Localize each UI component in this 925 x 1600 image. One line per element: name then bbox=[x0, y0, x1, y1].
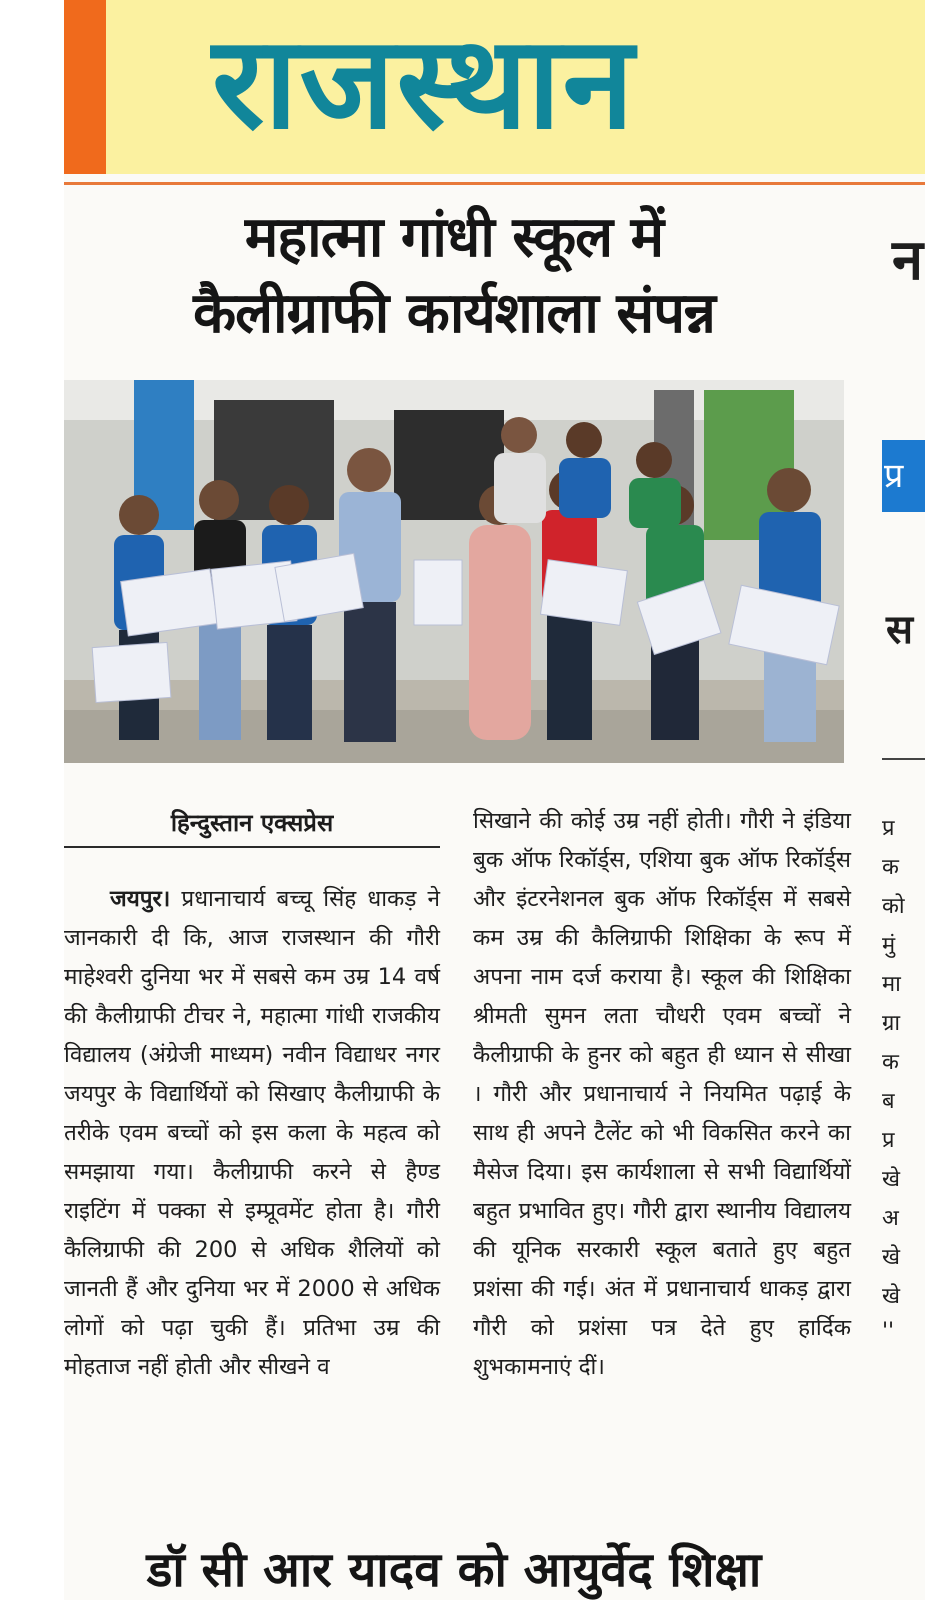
fragment-line-start: मुं bbox=[882, 933, 896, 958]
fragment-blue-box: प्र bbox=[882, 440, 925, 512]
headline-line-2: कैलीग्राफी कार्यशाला संपन्न bbox=[193, 281, 715, 346]
fragment-line-start: प्र bbox=[882, 1128, 895, 1153]
fragment-line-start: ग्रा bbox=[882, 1011, 901, 1036]
article-column-1 bbox=[64, 880, 440, 1387]
masthead-divider bbox=[64, 182, 925, 185]
fragment-line-start: '' bbox=[882, 1319, 895, 1344]
article-photo bbox=[64, 380, 844, 763]
fragment-line-start: खे bbox=[882, 1245, 900, 1270]
masthead-title: राजस्थान bbox=[212, 9, 636, 158]
adjacent-article-fragment bbox=[872, 180, 925, 1600]
fragment-line-start: खे bbox=[882, 1167, 900, 1192]
article-headline bbox=[64, 200, 844, 352]
article-dateline: जयपुर। bbox=[110, 886, 171, 912]
fragment-line-start: मा bbox=[882, 972, 901, 997]
fragment-top-glyph: न bbox=[892, 228, 924, 293]
fragment-divider bbox=[882, 758, 925, 760]
article-column-2 bbox=[473, 802, 851, 1387]
byline-divider bbox=[64, 846, 440, 848]
fragment-line-start: ब bbox=[882, 1089, 895, 1114]
column-2-text: सिखाने की कोई उम्र नहीं होती। गौरी ने इंडिया बुक ऑफ रिकॉर्ड्स, एशिया बुक ऑफ रिकॉर्ड्स और इंटरनेशनल बुक ऑफ रिकॉर्ड्स में सबसे कम उम्र की कैलिग्राफी शिक्षिका के रूप में अपना नाम दर्ज कराया है। स्कूल की शिक्षिका श्रीमती सुमन लता चौधरी एवम बच्चों ने कैलीग्राफी के हुनर को बहुत ही ध्यान से सीखा । गौरी और प्रधानाचार्य ने नियमित पढ़ाई के साथ ही अपने टैलेंट को भी विकसित करने का मैसेज दिया। इस कार्यशाला से सभी विद्यार्थियों बहुत प्रभावित हुए। गौरी द्वारा स्थानीय विद्यालय की यूनिक सरकारी स्कूल बताते हुए बहुत प्रशंसा की गई। अंत में प्रधानाचार्य धाकड़ द्वारा गौरी को प्रशंसा पत्र देते हुए हार्दिक शुभकामनाएं दीं। bbox=[473, 808, 851, 1380]
fragment-line-start: प्र bbox=[882, 816, 895, 841]
fragment-mid-glyph: स bbox=[886, 607, 914, 653]
next-article-headline: डॉ सी आर यादव को आयुर्वेद शिक्षा bbox=[146, 1542, 762, 1598]
column-1-text: प्रधानाचार्य बच्चू सिंह धाकड़ ने जानकारी दी कि, आज राजस्थान की गौरी माहेश्वरी दुनिया भर में सबसे कम उम्र 14 वर्ष की कैलीग्राफी टीचर ने, महात्मा गांधी राजकीय विद्यालय (अंग्रेजी माध्यम) नवीन विद्याधर नगर जयपुर के विद्यार्थियों को सिखाए कैलीग्राफी के तरीके एवम बच्चों को इस कला के महत्व को समझाया गया। कैलीग्राफी करने से हैण्ड राइटिंग में पक्का से इम्प्रूवमेंट होता है। गौरी कैलिग्राफी की 200 से अधिक शैलियों को जानती हैं और दुनिया भर में 2000 से अधिक लोगों को पढ़ा चुकी हैं। प्रतिभा उम्र की मोहताज नहीं होती और सीखने व bbox=[64, 886, 440, 1380]
fragment-line-start: को bbox=[882, 894, 905, 919]
headline-line-1: महात्मा गांधी स्कूल में bbox=[244, 205, 664, 270]
page-left-margin bbox=[0, 0, 64, 1600]
fragment-line-start: अ bbox=[882, 1206, 899, 1231]
fragment-line-start: क bbox=[882, 1050, 899, 1075]
fragment-line-start: क bbox=[882, 855, 899, 880]
masthead-accent-bar bbox=[64, 0, 106, 174]
group-photo-illustration bbox=[64, 380, 844, 763]
fragment-line-start: खे bbox=[882, 1284, 900, 1309]
newspaper-masthead bbox=[64, 0, 925, 174]
article-byline: हिन्दुस्तान एक्सप्रेस bbox=[170, 809, 334, 837]
